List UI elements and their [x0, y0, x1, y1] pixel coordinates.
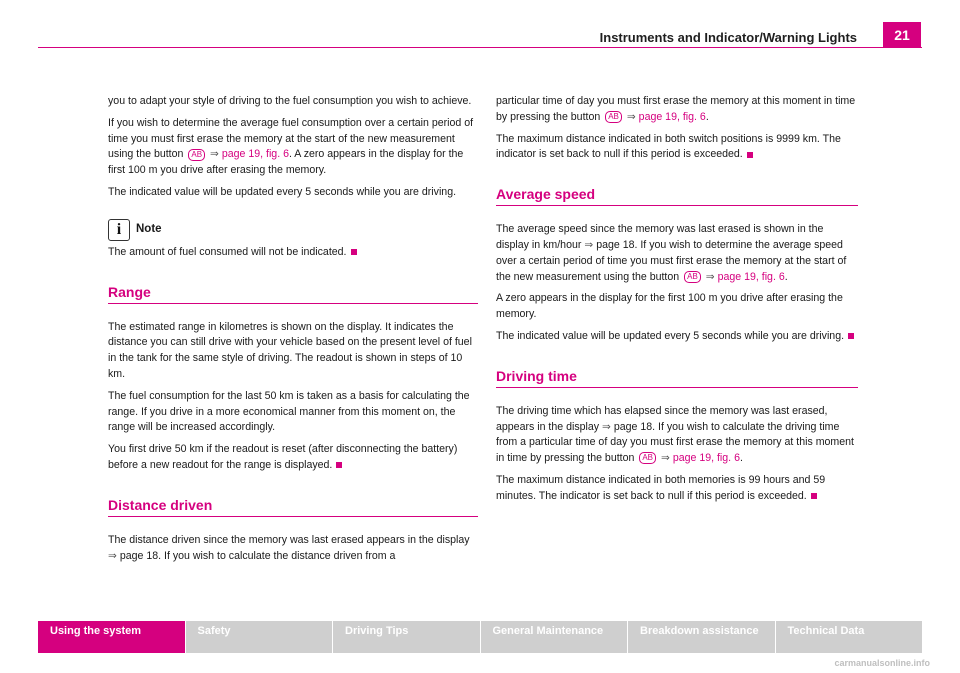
info-icon: i	[108, 219, 130, 241]
paragraph: The maximum distance indicated in both switch positions is 9999 km. The indicator is set back to null if this period is exceeded.	[496, 132, 841, 161]
arrow-icon: ⇒	[209, 148, 219, 161]
watermark: carmanualsonline.info	[834, 658, 930, 668]
paragraph: The maximum distance indicated in both memories is 99 hours and 59 minutes. The indicator is set back to null if this period is exceeded.	[496, 473, 826, 502]
left-column	[108, 94, 478, 570]
page-link[interactable]: page 19, fig. 6	[672, 452, 740, 465]
page-number: 21	[883, 22, 921, 48]
paragraph: you to adapt your style of driving to the fuel consumption you wish to achieve.	[108, 95, 472, 107]
paragraph: The average speed since the memory was last erased is shown in the display in km/hour ⇒ page 18. If you wish to determine the average speed over a certain period of time you must first erase the memory at the start of the new measurement using the button AB ⇒ page 19, fig. 6.	[496, 223, 847, 283]
arrow-icon: ⇒	[584, 238, 594, 251]
section-heading-distance: Distance driven	[108, 496, 478, 517]
end-mark-icon	[848, 333, 854, 339]
note-title: i Note	[108, 219, 478, 241]
header-rule	[38, 47, 922, 48]
paragraph: The estimated range in kilometres is shown on the display. It indicates the distance you can still drive with your vehicle based on the present level of fuel in the tank for the same style of driving. The readout is shown in steps of 10 km.	[108, 320, 472, 380]
tab-using-the-system[interactable]: Using the system	[38, 621, 185, 653]
button-ref-icon: AB	[188, 149, 205, 161]
footer-nav	[38, 621, 922, 653]
paragraph: If you wish to determine the average fuel consumption over a certain period of time you must first erase the memory at the start of the new measurement using the button AB ⇒ page 19, fig. 6. A zero appears in the display for the first 100 m you drive after erasing the memory.	[108, 116, 474, 177]
paragraph: The indicated value will be updated every 5 seconds while you are driving.	[496, 329, 858, 345]
button-ref-icon: AB	[684, 271, 701, 283]
section-heading-range: Range	[108, 283, 478, 304]
end-mark-icon	[811, 493, 817, 499]
arrow-icon: ⇒	[626, 110, 636, 123]
section-heading-time: Driving time	[496, 367, 858, 388]
tab-safety[interactable]: Safety	[186, 621, 333, 653]
page-link[interactable]: page 19, fig. 6	[717, 270, 785, 283]
paragraph: A zero appears in the display for the first 100 m you drive after erasing the memory.	[496, 292, 843, 321]
end-mark-icon	[747, 152, 753, 158]
paragraph: You first drive 50 km if the readout is reset (after disconnecting the battery) before a new readout for the range is displayed.	[108, 443, 458, 471]
paragraph: The indicated value will be updated every 5 seconds while you are driving.	[108, 185, 457, 198]
page-link[interactable]: page 19, fig. 6	[221, 148, 289, 161]
button-ref-icon: AB	[605, 111, 622, 123]
arrow-icon: ⇒	[705, 270, 715, 283]
paragraph: The fuel consumption for the last 50 km is taken as a basis for calculating the range. If you drive in a more economical manner from this moment on, the range will be increased accordingly.	[108, 389, 470, 434]
paragraph: The driving time which has elapsed since the memory was last erased, appears in the display ⇒ page 18. If you wish to calculate the driving time from a particular time of day you must first erase the memory at this moment in time by pressing the button AB ⇒ page 19, fig. 6.	[496, 404, 854, 465]
header-title: Instruments and Indicator/Warning Lights	[599, 30, 857, 45]
right-column	[496, 94, 858, 511]
button-ref-icon: AB	[639, 452, 656, 464]
arrow-icon: ⇒	[602, 420, 611, 433]
tab-technical-data[interactable]: Technical Data	[776, 621, 923, 653]
end-mark-icon	[351, 249, 357, 255]
arrow-icon: ⇒	[660, 452, 670, 465]
tab-general-maintenance[interactable]: General Maintenance	[481, 621, 628, 653]
tab-driving-tips[interactable]: Driving Tips	[333, 621, 480, 653]
section-heading-speed: Average speed	[496, 185, 858, 206]
page-link[interactable]: page 19, fig. 6	[638, 110, 706, 123]
paragraph: particular time of day you must first erase the memory at this moment in time by pressing the button AB ⇒ page 19, fig. 6.	[496, 95, 856, 123]
arrow-icon: ⇒	[108, 549, 117, 562]
tab-breakdown-assistance[interactable]: Breakdown assistance	[628, 621, 775, 653]
paragraph: The distance driven since the memory was last erased appears in the display ⇒ page 18. If you wish to calculate the distance driven from a	[108, 533, 470, 562]
end-mark-icon	[336, 462, 342, 468]
note-text: The amount of fuel consumed will not be indicated.	[108, 245, 478, 261]
